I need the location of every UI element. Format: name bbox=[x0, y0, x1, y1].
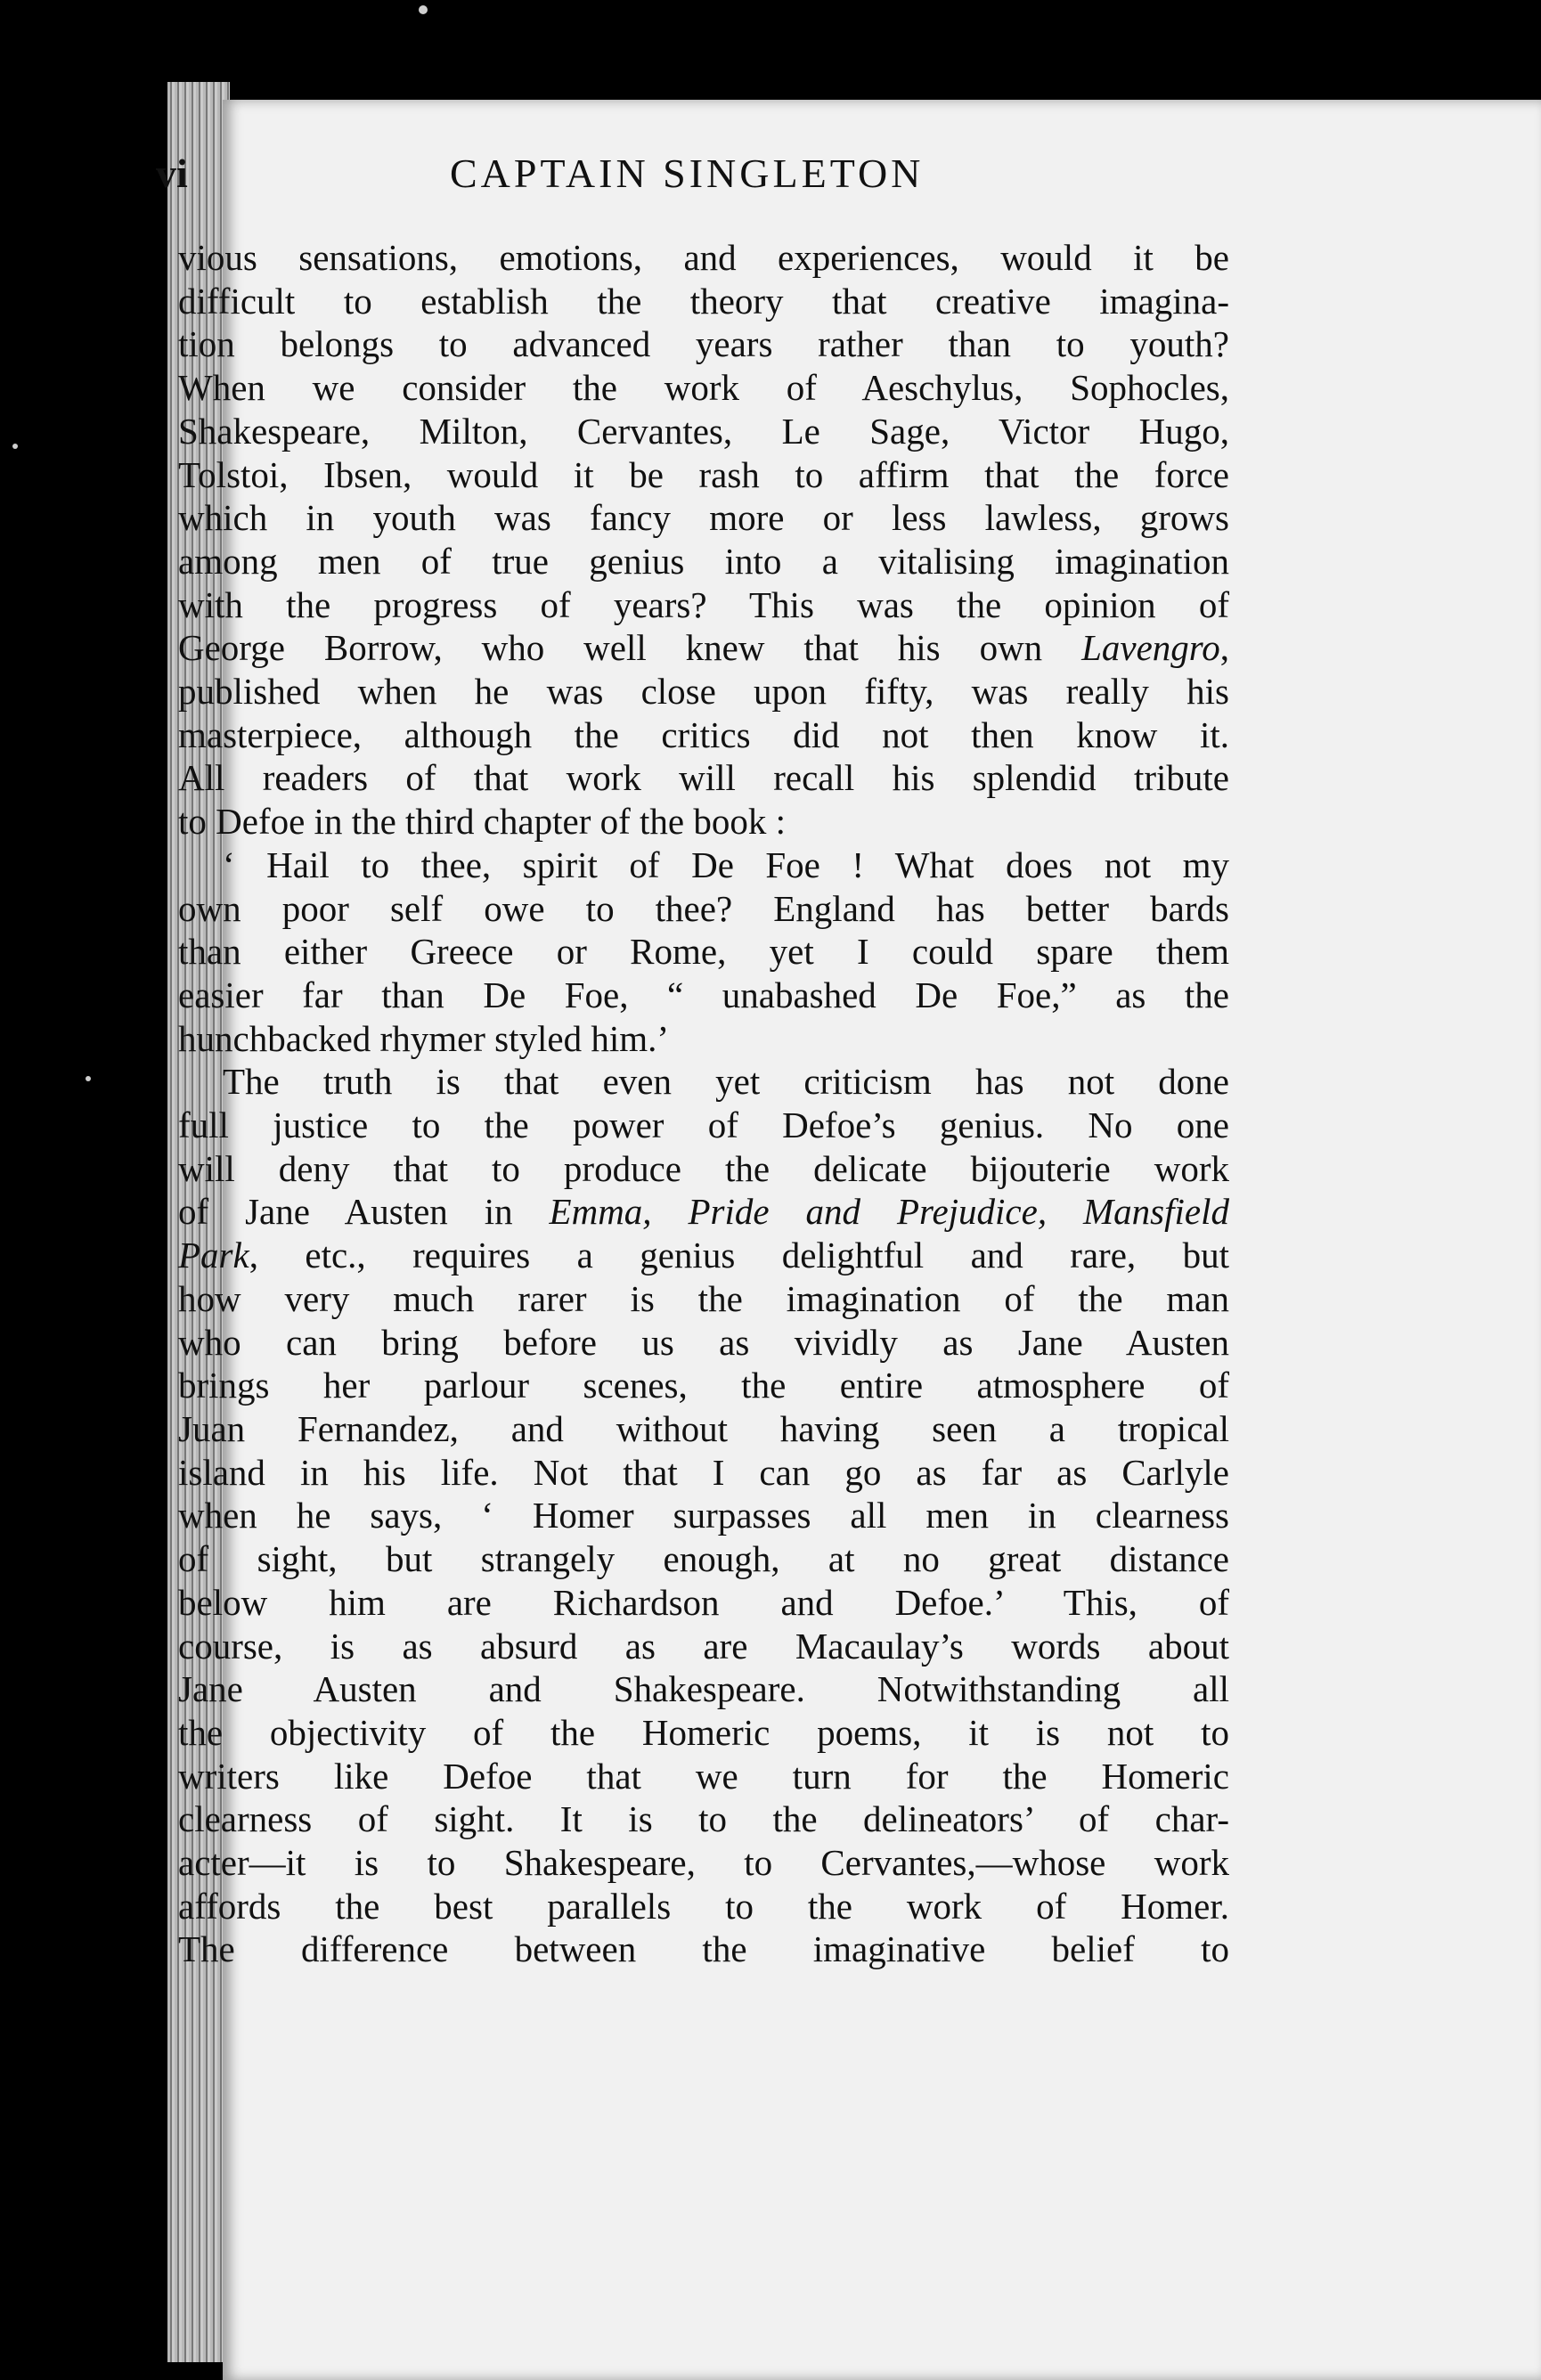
text-line: when he says, ‘ Homer surpasses all men in clearness bbox=[178, 1495, 1229, 1536]
dust-speck bbox=[86, 1076, 91, 1081]
text-line: tion belongs to advanced years rather than to youth? bbox=[178, 323, 1229, 365]
text-line: the objectivity of the Homeric poems, it is not to bbox=[178, 1711, 1229, 1753]
text-line: The truth is that even yet criticism has not done bbox=[223, 1061, 1229, 1103]
text-line: course, is as absurd as are Macaulay’s words about bbox=[178, 1625, 1229, 1667]
text-line: All readers of that work will recall his splendid tribute bbox=[178, 757, 1229, 799]
text-line: clearness of sight. It is to the delineators’ of char- bbox=[178, 1798, 1229, 1840]
dust-speck bbox=[12, 444, 18, 449]
text-line: Jane Austen and Shakespeare. Notwithstanding all bbox=[178, 1668, 1229, 1710]
text-line: The difference between the imaginative belief to bbox=[178, 1928, 1229, 1970]
body-text bbox=[178, 236, 1229, 1971]
text-line: who can bring before us as vividly as Jane Austen bbox=[178, 1321, 1229, 1363]
text-line: brings her parlour scenes, the entire atmosphere of bbox=[178, 1365, 1229, 1406]
text-line: easier far than De Foe, “ unabashed De Foe,” as the bbox=[178, 974, 1229, 1015]
text-line: George Borrow, who well knew that his own Lavengro, bbox=[178, 627, 1229, 669]
text-line: how very much rarer is the imagination of the man bbox=[178, 1277, 1229, 1319]
text-line: of sight, but strangely enough, at no great distance bbox=[178, 1538, 1229, 1580]
text-line: own poor self owe to thee? England has better bards bbox=[178, 887, 1229, 929]
text-line: Tolstoi, Ibsen, would it be rash to affirm that the force bbox=[178, 453, 1229, 495]
text-line: which in youth was fancy more or less lawless, grows bbox=[178, 497, 1229, 539]
text-line: Park, etc., requires a genius delightful and rare, but bbox=[178, 1235, 1229, 1276]
text-line: masterpiece, although the critics did not then know it. bbox=[178, 713, 1229, 755]
text-line: difficult to establish the theory that creative imagina- bbox=[178, 280, 1229, 322]
text-line: below him are Richardson and Defoe.’ This, of bbox=[178, 1581, 1229, 1623]
text-line: affords the best parallels to the work of Homer. bbox=[178, 1885, 1229, 1927]
text-line: vious sensations, emotions, and experiences, would it be bbox=[178, 237, 1229, 278]
running-title: CAPTAIN SINGLETON bbox=[450, 151, 925, 196]
text-line: to Defoe in the third chapter of the book : bbox=[178, 801, 786, 843]
text-line: Juan Fernandez, and without having seen a tropical bbox=[178, 1407, 1229, 1449]
text-line: than either Greece or Rome, yet I could spare them bbox=[178, 931, 1229, 973]
page-number: vi bbox=[156, 151, 188, 196]
text-line: When we consider the work of Aeschylus, Sophocles, bbox=[178, 367, 1229, 409]
text-line: Shakespeare, Milton, Cervantes, Le Sage, Victor Hugo, bbox=[178, 410, 1229, 452]
text-line: writers like Defoe that we turn for the Homeric bbox=[178, 1755, 1229, 1797]
text-line: full justice to the power of Defoe’s genius. No one bbox=[178, 1104, 1229, 1146]
text-line: of Jane Austen in Emma, Pride and Prejudice, Mansfield bbox=[178, 1191, 1229, 1233]
text-line: published when he was close upon fifty, was really his bbox=[178, 671, 1229, 713]
text-line: acter—it is to Shakespeare, to Cervantes,—whose work bbox=[178, 1842, 1229, 1884]
dust-speck bbox=[419, 5, 428, 14]
text-line: hunchbacked rhymer styled him.’ bbox=[178, 1017, 670, 1059]
text-line: ‘ Hail to thee, spirit of De Foe ! What does not my bbox=[223, 844, 1229, 885]
text-line: will deny that to produce the delicate bijouterie work bbox=[178, 1147, 1229, 1189]
text-line: island in his life. Not that I can go as far as Carlyle bbox=[178, 1451, 1229, 1493]
text-line: among men of true genius into a vitalising imagination bbox=[178, 540, 1229, 582]
text-line: with the progress of years? This was the opinion of bbox=[178, 583, 1229, 625]
